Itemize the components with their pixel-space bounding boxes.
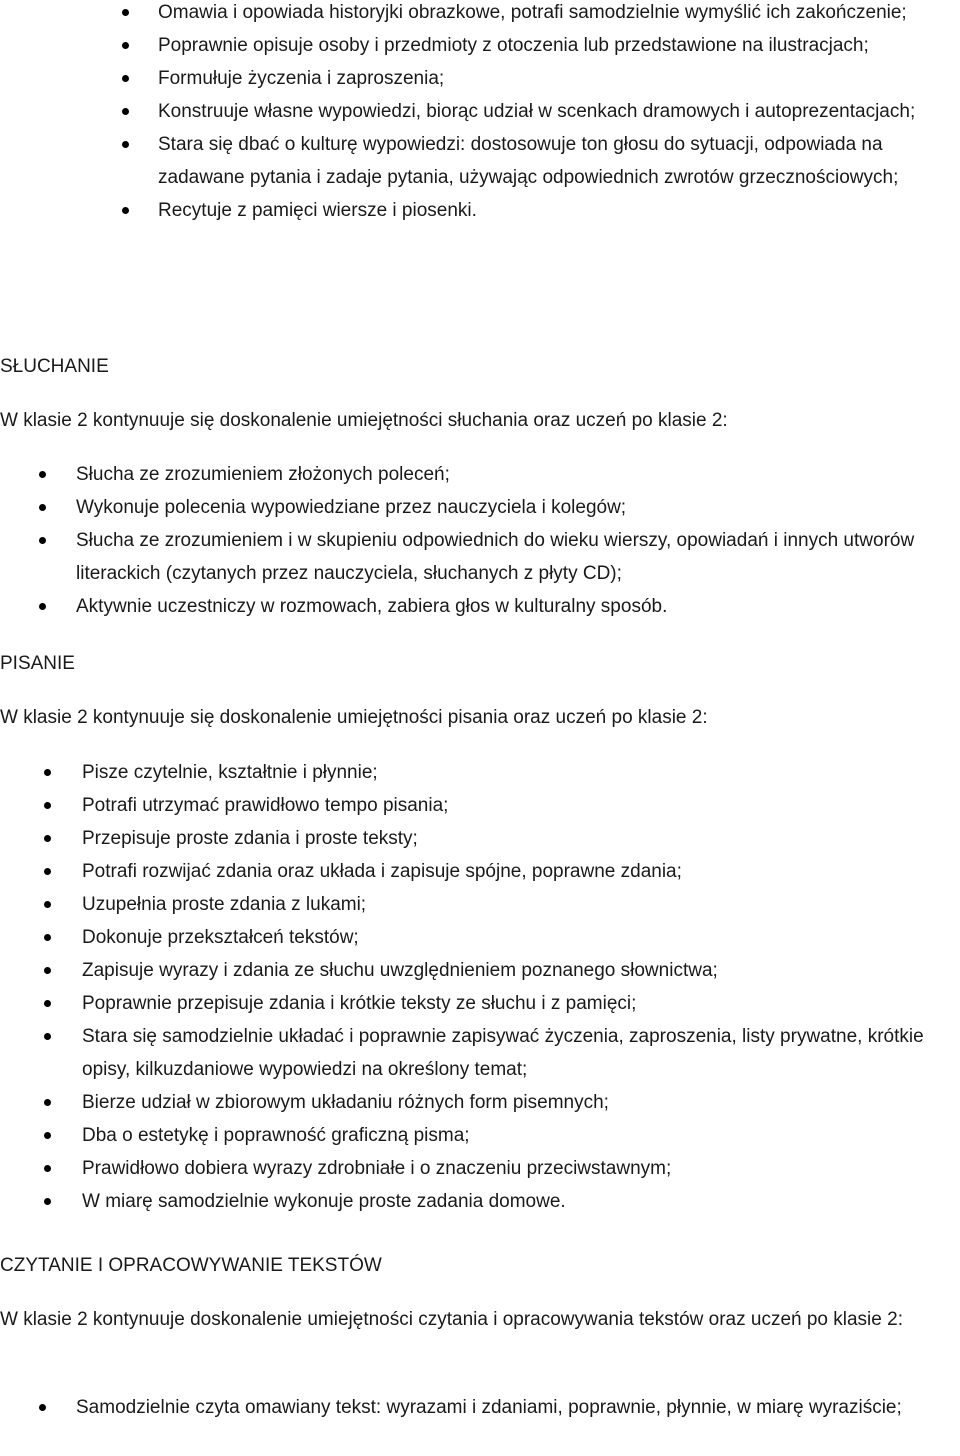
bullet-icon (122, 207, 129, 214)
speaking-skills-list (158, 0, 958, 227)
bullet-icon (44, 967, 51, 974)
bullet-icon (44, 835, 51, 842)
list-item: Dba o estetykę i poprawność graficzną pisma; (82, 1119, 958, 1152)
list-item: Słucha ze zrozumieniem i w skupieniu odpowiednich do wieku wierszy, opowiadań i innych utworów literackich (czytanych przez nauczyciela, słuchanych z płyty CD); (76, 524, 956, 590)
list-item: Poprawnie przepisuje zdania i krótkie teksty ze słuchu i z pamięci; (82, 987, 958, 1020)
bullet-icon (44, 769, 51, 776)
section-heading-reading: CZYTANIE I OPRACOWYWANIE TEKSTÓW (0, 1255, 382, 1276)
bullet-icon (39, 504, 46, 511)
list-item: Pisze czytelnie, kształtnie i płynnie; (82, 756, 958, 789)
list-item: Słucha ze zrozumieniem złożonych poleceń; (76, 458, 956, 491)
section-heading-listening: SŁUCHANIE (0, 356, 109, 377)
bullet-icon (122, 42, 129, 49)
bullet-icon (122, 9, 129, 16)
bullet-icon (44, 868, 51, 875)
writing-skills-list (82, 756, 958, 1218)
list-item: Wykonuje polecenia wypowiedziane przez nauczyciela i kolegów; (76, 491, 956, 524)
list-item: Stara się dbać o kulturę wypowiedzi: dostosowuje ton głosu do sytuacji, odpowiada na zadawane pytania i zadaje pytania, używając odpowiednich zwrotów grzecznościowych; (158, 128, 958, 194)
reading-skills-list (76, 1391, 956, 1424)
section-intro-reading: W klasie 2 kontynuuje doskonalenie umiejętności czytania i opracowywania tekstów oraz uczeń po klasie 2: (0, 1309, 903, 1330)
listening-skills-list (76, 458, 956, 623)
bullet-icon (122, 141, 129, 148)
bullet-icon (44, 1099, 51, 1106)
list-item: Uzupełnia proste zdania z lukami; (82, 888, 958, 921)
bullet-icon (44, 1132, 51, 1139)
bullet-icon (44, 1033, 51, 1040)
list-item: Przepisuje proste zdania i proste teksty; (82, 822, 958, 855)
list-item: Recytuje z pamięci wiersze i piosenki. (158, 194, 958, 227)
list-item: Samodzielnie czyta omawiany tekst: wyrazami i zdaniami, poprawnie, płynnie, w miarę wyraziście; (76, 1391, 956, 1424)
list-item: Bierze udział w zbiorowym układaniu różnych form pisemnych; (82, 1086, 958, 1119)
bullet-icon (44, 1165, 51, 1172)
bullet-icon (44, 934, 51, 941)
bullet-icon (44, 1198, 51, 1205)
bullet-icon (44, 901, 51, 908)
list-item: Konstruuje własne wypowiedzi, biorąc udział w scenkach dramowych i autoprezentacjach; (158, 95, 958, 128)
bullet-icon (39, 537, 46, 544)
section-intro-writing: W klasie 2 kontynuuje się doskonalenie umiejętności pisania oraz uczeń po klasie 2: (0, 707, 708, 728)
list-item: Dokonuje przekształceń tekstów; (82, 921, 958, 954)
list-item: Stara się samodzielnie układać i poprawnie zapisywać życzenia, zaproszenia, listy prywatne, krótkie opisy, kilkuzdaniowe wypowiedzi na określony temat; (82, 1020, 958, 1086)
section-heading-writing: PISANIE (0, 653, 75, 674)
list-item: Poprawnie opisuje osoby i przedmioty z otoczenia lub przedstawione na ilustracjach; (158, 29, 958, 62)
bullet-icon (39, 1404, 46, 1411)
section-intro-listening: W klasie 2 kontynuuje się doskonalenie umiejętności słuchania oraz uczeń po klasie 2: (0, 410, 728, 431)
list-item: Potrafi utrzymać prawidłowo tempo pisania; (82, 789, 958, 822)
bullet-icon (39, 603, 46, 610)
bullet-icon (122, 75, 129, 82)
list-item: Potrafi rozwijać zdania oraz układa i zapisuje spójne, poprawne zdania; (82, 855, 958, 888)
bullet-icon (122, 108, 129, 115)
list-item: Formułuje życzenia i zaproszenia; (158, 62, 958, 95)
bullet-icon (44, 1000, 51, 1007)
list-item: Omawia i opowiada historyjki obrazkowe, potrafi samodzielnie wymyślić ich zakończenie; (158, 0, 958, 29)
list-item: Aktywnie uczestniczy w rozmowach, zabiera głos w kulturalny sposób. (76, 590, 956, 623)
list-item: W miarę samodzielnie wykonuje proste zadania domowe. (82, 1185, 958, 1218)
list-item: Zapisuje wyrazy i zdania ze słuchu uwzględnieniem poznanego słownictwa; (82, 954, 958, 987)
list-item: Prawidłowo dobiera wyrazy zdrobniałe i o znaczeniu przeciwstawnym; (82, 1152, 958, 1185)
bullet-icon (39, 471, 46, 478)
bullet-icon (44, 802, 51, 809)
